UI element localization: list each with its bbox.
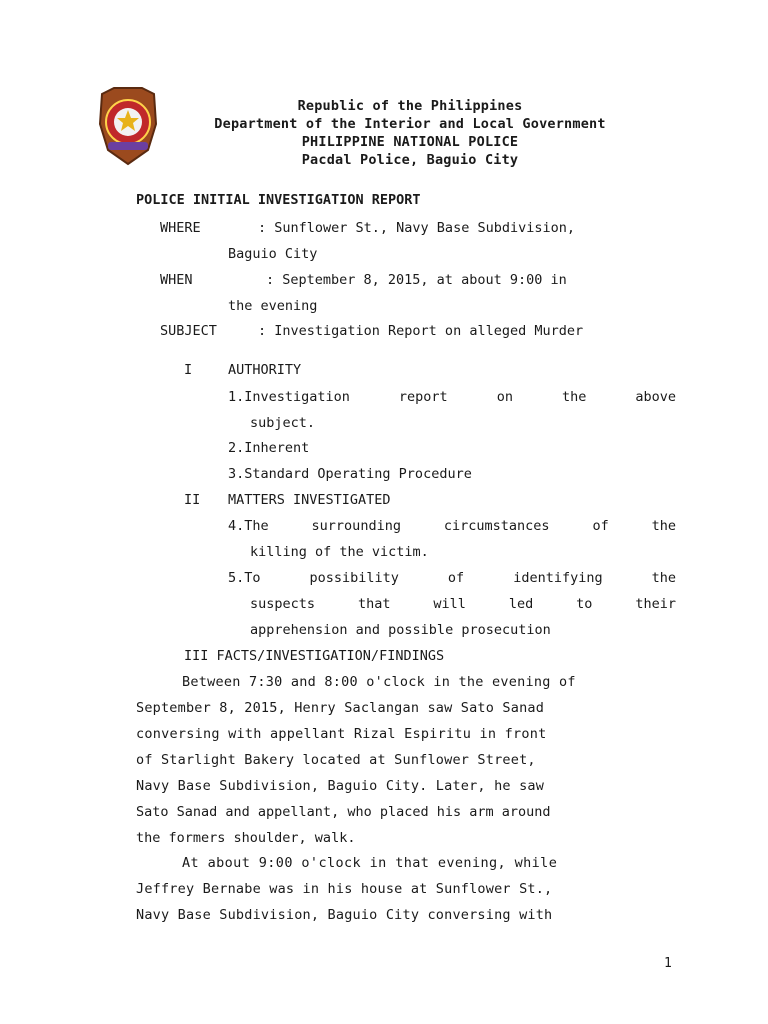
section-ii-heading: MATTERS INVESTIGATED bbox=[228, 492, 391, 508]
section-i-numeral: I bbox=[184, 362, 193, 378]
when-value: : September 8, 2015, at about 9:00 in bbox=[266, 272, 567, 288]
header-department: Department of the Interior and Local Government bbox=[214, 116, 606, 132]
header-station: Pacdal Police, Baguio City bbox=[301, 152, 519, 168]
para-1-line-text: Between 7:30 and 8:00 o'clock in the evening of bbox=[182, 674, 576, 690]
para-1-line: the formers shoulder, walk. bbox=[136, 830, 356, 846]
para-1-line: September 8, 2015, Henry Saclangan saw Sato Sanad bbox=[136, 700, 545, 716]
item-4-word: surrounding bbox=[311, 518, 401, 534]
when-label: WHEN bbox=[160, 272, 193, 288]
subject-value: : Investigation Report on alleged Murder bbox=[258, 323, 584, 339]
item-5-word: of bbox=[447, 570, 465, 586]
item-5-line-2-word: led bbox=[508, 596, 534, 612]
item-5-word: 5.To bbox=[228, 570, 261, 586]
para-1-line: of Starlight Bakery located at Sunflower Street, bbox=[136, 752, 536, 768]
para-1-line: Navy Base Subdivision, Baguio City. Later, he saw bbox=[136, 778, 545, 794]
item-4-word: 4.The bbox=[228, 518, 269, 534]
item-5-word: identifying bbox=[513, 570, 603, 586]
section-ii-numeral: II bbox=[184, 492, 201, 508]
where-value-cont: Baguio City bbox=[228, 246, 318, 262]
para-1-line: Sato Sanad and appellant, who placed his arm around bbox=[136, 804, 551, 820]
item-4-word: the bbox=[651, 518, 676, 534]
item-5-line-2-word: that bbox=[357, 596, 391, 612]
item-5-word: possibility bbox=[309, 570, 399, 586]
header-republic: Republic of the Philippines bbox=[297, 98, 523, 114]
item-5 bbox=[228, 570, 676, 586]
section-iii-heading: III FACTS/INVESTIGATION/FINDINGS bbox=[184, 648, 445, 664]
para-2-line: Jeffrey Bernabe was in his house at Sunflower St., bbox=[136, 881, 553, 897]
header-pnp: PHILIPPINE NATIONAL POLICE bbox=[301, 134, 519, 150]
where-label: WHERE bbox=[160, 220, 201, 236]
item-5-line-2-word: will bbox=[433, 596, 466, 612]
where-value: : Sunflower St., Navy Base Subdivision, bbox=[258, 220, 575, 236]
item-4-cont: killing of the victim. bbox=[250, 544, 429, 560]
section-i-heading: AUTHORITY bbox=[228, 362, 302, 378]
item-1 bbox=[228, 389, 676, 405]
item-1-word: 1.Investigation bbox=[228, 389, 350, 405]
item-1-word: the bbox=[561, 389, 587, 405]
para-2-line: Navy Base Subdivision, Baguio City conversing with bbox=[136, 907, 553, 923]
page-number: 1 bbox=[664, 956, 672, 971]
when-value-cont: the evening bbox=[228, 298, 318, 314]
item-1-cont: subject. bbox=[250, 415, 316, 431]
item-1-word: report bbox=[398, 389, 448, 405]
item-5-line-2 bbox=[250, 596, 676, 612]
item-3: 3.Standard Operating Procedure bbox=[228, 466, 472, 482]
item-4 bbox=[228, 518, 676, 534]
item-4-word: circumstances bbox=[443, 518, 550, 534]
item-5-line-2-word: suspects bbox=[250, 596, 316, 612]
subject-label: SUBJECT bbox=[160, 323, 217, 339]
item-5-word: the bbox=[651, 570, 676, 586]
item-1-word: on bbox=[496, 389, 513, 405]
item-2: 2.Inherent bbox=[228, 440, 310, 456]
para-1-line: conversing with appellant Rizal Espiritu in front bbox=[136, 726, 547, 742]
item-5-line-2-word: their bbox=[635, 596, 676, 612]
item-1-word: above bbox=[635, 389, 676, 405]
item-5-cont: apprehension and possible prosecution bbox=[250, 622, 551, 638]
para-1-line bbox=[182, 674, 676, 690]
report-title: POLICE INITIAL INVESTIGATION REPORT bbox=[136, 192, 421, 208]
para-2-line: At about 9:00 o'clock in that evening, while bbox=[182, 855, 558, 871]
item-4-word: of bbox=[592, 518, 609, 534]
item-5-line-2-word: to bbox=[576, 596, 593, 612]
